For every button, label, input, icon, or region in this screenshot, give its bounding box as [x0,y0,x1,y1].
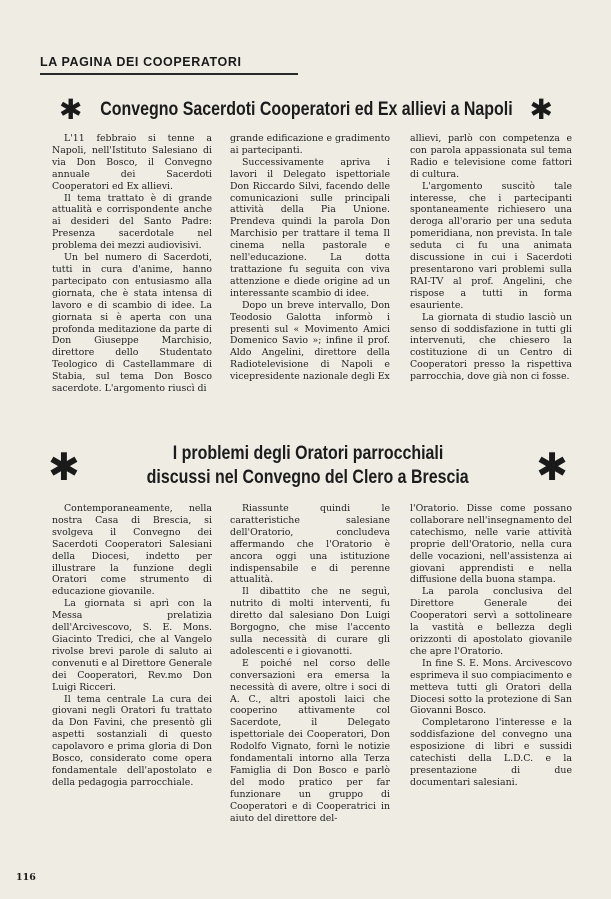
paragraph: Dopo un breve intervallo, Don Teodosio Galotta informò i presenti sul « Movimento Amici Domenico Savio »; infine il prof. Aldo Angelini, direttore della Radiotelevisione di Napoli e vicepresidente nazionale degli Ex [230,299,390,383]
paragraph: La parola conclusiva del Direttore Generale dei Cooperatori servì a sottolineare la vastità e bellezza degli orizzonti di apostolato giovanile che apre l'Oratorio. [410,586,572,657]
paragraph: Riassunte quindi le caratteristiche salesiane dell'Oratorio, concludeva affermando che l'Oratorio è ancora oggi una istituzione indispensabile e di perenne attualità. [230,503,390,586]
asterisk-ornament-icon: ✱ [536,445,568,489]
article2-column-3 [410,503,572,789]
paragraph: Il dibattito che ne seguì, nutrito di molti interventi, fu diretto dal salesiano Don Luigi Borgogno, che mise l'accento sulla necessità di curare gli adolescenti e i giovanotti. [230,586,390,657]
article1-column-3 [410,133,572,383]
paragraph: E poiché nel corso delle conversazioni era emersa la necessità di avere, oltre i soci di A. C., altri apostoli laici che cooperino attivamente col Sacerdote, il Delegato ispettoriale dei Cooperatori, Don Rodolfo Vignato, fornì le notizie fondamentali intorno alla Terza Famiglia di Don Bosco e parlò del modo pratico per far funzionare un gruppo di Cooperatori e di Cooperatrici in aiuto del direttore del- [230,657,390,824]
paragraph: L'11 febbraio si tenne a Napoli, nell'Istituto Salesiano di via Don Bosco, il Convegno annuale dei Sacerdoti Cooperatori ed Ex allievi. [52,133,212,192]
paragraph: allievi, parlò con competenza e con parola appassionata sul tema Radio e televisione come fattori di cultura. [410,133,572,180]
paragraph: La giornata di studio lasciò un senso di soddisfazione in tutti gli intervenuti, che chiesero la costituzione di un Centro di Cooperatori presso la rispettiva parrocchia, dove già non ci fosse. [410,311,572,383]
paragraph: l'Oratorio. Disse come possano collaborare nell'insegnamento del catechismo, nelle varie attività proprie dell'Oratorio, nella cura delle vocazioni, nell'assistenza ai giovani apprendisti e nella diffusione della buona stampa. [410,503,572,586]
article1-column-2 [230,133,390,383]
paragraph: Il tema centrale La cura dei giovani negli Oratori fu trattato da Don Favini, che presentò gli aspetti sostanziali di questo capolavoro e prima gloria di Don Bosco, considerato come opera fondamentale dell'apostolato e della pedagogia parrocchiale. [52,693,212,788]
asterisk-ornament-icon: ✱ [48,445,80,489]
article1-title: Convegno Sacerdoti Cooperatori ed Ex allievi a Napoli [99,99,513,120]
article1-header [36,93,576,126]
paragraph: Il tema trattato è di grande attualità e corrispondente anche ai desideri del Santo Padre: Presenza sacerdotale nel problema dei mezzi audiovisivi. [52,192,212,252]
article1-column-1 [52,133,212,395]
paragraph: Successivamente apriva i lavori il Delegato ispettoriale Don Riccardo Silvi, facendo delle comunicazioni sulle principali attività della Pia Unione. Prendeva quindi la parola Don Marchisio per trattare il tema Il cinema nella pastorale e nell'educazione. La dotta trattazione fu seguita con viva attenzione e diede origine ad un interessante scambio di idee. [230,156,390,299]
page-number: 116 [16,872,36,883]
article2-title-line2: discussi nel Convegno del Clero a Brescia [147,467,469,488]
article2-header [48,440,568,496]
article2-column-2 [230,503,390,824]
article2-column-1 [52,503,212,789]
paragraph: In fine S. E. Mons. Arcivescovo esprimeva il suo compiacimento e metteva tutti gli Oratori della Diocesi sotto la protezione di San Giovanni Bosco. [410,657,572,717]
paragraph: grande edificazione e gradimento ai partecipanti. [230,133,390,156]
section-underline [40,73,298,75]
paragraph: Un bel numero di Sacerdoti, tutti in cura d'anime, hanno partecipato con entusiasmo alla giornata, che è stata intensa di lavoro e di scambio di idee. La giornata si è aperta con una profonda meditazione da parte di Don Giuseppe Marchisio, direttore dello Studentato Teologico di Castellammare di Stabia, sul tema Don Bosco sacerdote. L'argomento riuscì di [52,252,212,395]
section-label: LA PAGINA DEI COOPERATORI [40,55,242,69]
asterisk-ornament-icon: ✱ [529,93,553,126]
paragraph: L'argomento suscitò tale interesse, che i partecipanti spontaneamente richiesero una deroga all'orario per una seduta pomeridiana, non prevista. In tale seduta ci fu una animata discussione in cui i Sacerdoti presentarono vari problemi sulla RAI-TV al prof. Angelini, che rispose a tutti in forma esauriente. [410,180,572,311]
asterisk-ornament-icon: ✱ [59,93,83,126]
paragraph: La giornata si aprì con la Messa prelatizia dell'Arcivescovo, S. E. Mons. Giacinto Tredici, che al Vangelo rivolse brevi parole di saluto ai convenuti e al Direttore Generale dei Cooperatori, Rev.mo Don Luigi Ricceri. [52,598,212,693]
article2-title-line1: I problemi degli Oratori parrocchiali [172,443,444,464]
paragraph: Completarono l'interesse e la soddisfazione del convegno una esposizione di libri e sussidi catechisti della L.D.C. e la presentazione di due documentari salesiani. [410,717,572,788]
paragraph: Contemporaneamente, nella nostra Casa di Brescia, si svolgeva il Convegno dei Sacerdoti Cooperatori Salesiani della Diocesi, indetto per illustrare la funzione degli Oratori come strumento di educazione giovanile. [52,503,212,598]
